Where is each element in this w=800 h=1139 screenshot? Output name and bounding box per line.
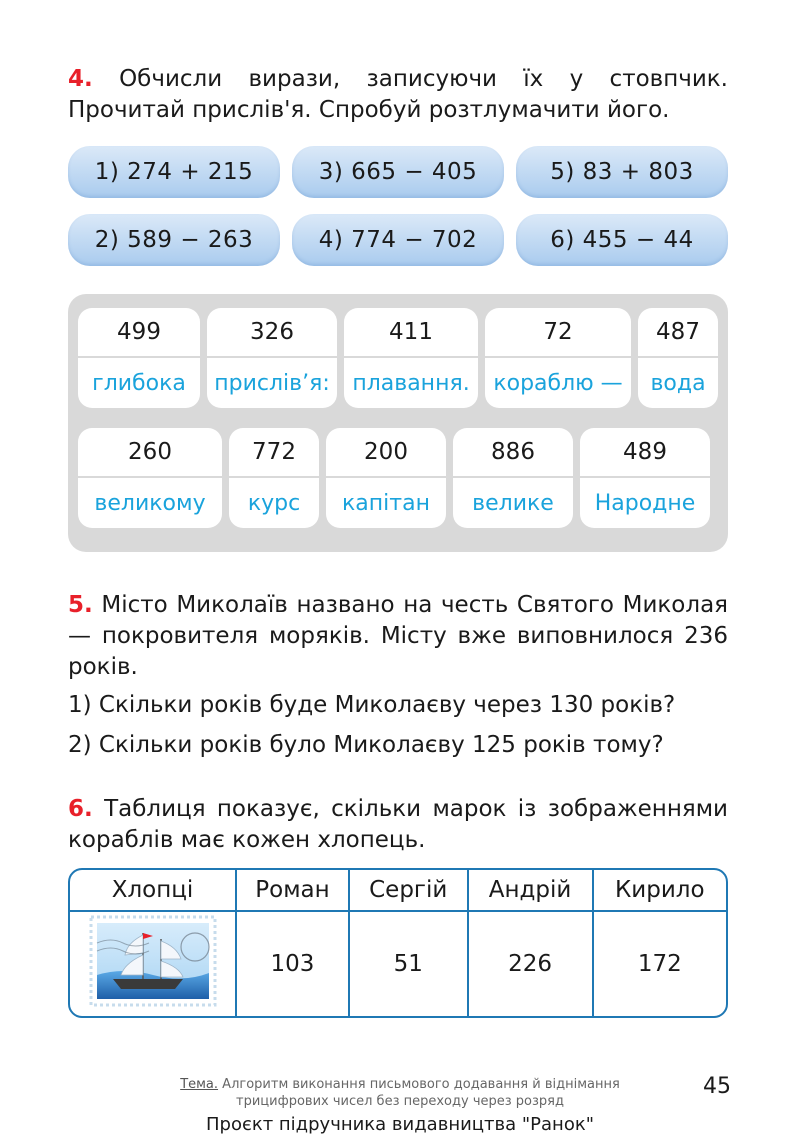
answer-value: 772 bbox=[229, 428, 319, 478]
answer-word: вода bbox=[650, 370, 706, 396]
value-cell: 51 bbox=[350, 912, 469, 1016]
answer-value: 886 bbox=[453, 428, 573, 478]
expression-pill: 6) 455 − 44 bbox=[516, 214, 728, 266]
answer-word: великому bbox=[94, 490, 206, 516]
answer-word: глибока bbox=[92, 370, 186, 396]
task-4-text bbox=[68, 64, 728, 126]
answer-cards-panel bbox=[68, 294, 728, 552]
header-cell: Сергій bbox=[350, 870, 469, 912]
task-text: Місто Миколаїв названо на честь Святого Миколая — покровителя моряків. Місту вже виповнилося 236 років. bbox=[68, 592, 728, 680]
answer-card bbox=[229, 428, 319, 528]
answer-value: 260 bbox=[78, 428, 222, 478]
expression-pill: 3) 665 − 405 bbox=[292, 146, 504, 198]
task-number: 5. bbox=[68, 592, 93, 618]
answer-card bbox=[580, 428, 710, 528]
task-number: 6. bbox=[68, 796, 93, 822]
answer-row-2 bbox=[78, 428, 710, 528]
answer-word: велике bbox=[472, 490, 554, 516]
answer-card bbox=[485, 308, 631, 408]
task-5-text bbox=[68, 590, 728, 683]
answer-row-1 bbox=[78, 308, 718, 408]
answer-card bbox=[326, 428, 446, 528]
answer-card bbox=[344, 308, 478, 408]
expression-pill: 5) 83 + 803 bbox=[516, 146, 728, 198]
answer-value: 200 bbox=[326, 428, 446, 478]
header-cell: Андрій bbox=[469, 870, 594, 912]
answer-card bbox=[78, 428, 222, 528]
value-cell: 226 bbox=[469, 912, 594, 1016]
topic-label: Тема. bbox=[180, 1077, 219, 1092]
header-cell: Хлопці bbox=[70, 870, 237, 912]
answer-value: 326 bbox=[207, 308, 337, 358]
answer-word: прислів’я: bbox=[214, 370, 330, 396]
task-5-question-1: 1) Скільки років буде Миколаєву через 130 років? bbox=[68, 692, 676, 718]
answer-value: 489 bbox=[580, 428, 710, 478]
answer-word: курс bbox=[247, 490, 301, 516]
answer-value: 411 bbox=[344, 308, 478, 358]
table-row bbox=[70, 912, 726, 1016]
answer-card bbox=[638, 308, 718, 408]
expression-pill: 4) 774 − 702 bbox=[292, 214, 504, 266]
expression-pill: 2) 589 − 263 bbox=[68, 214, 280, 266]
answer-word: Народне bbox=[594, 490, 696, 516]
stamps-table bbox=[68, 868, 728, 1018]
expressions-row-1 bbox=[68, 146, 728, 198]
answer-word: плавання. bbox=[352, 370, 470, 396]
header-cell: Кирило bbox=[594, 870, 726, 912]
header-cell: Роман bbox=[237, 870, 350, 912]
answer-card bbox=[453, 428, 573, 528]
ship-stamp-icon bbox=[83, 913, 223, 1009]
answer-word: кораблю — bbox=[493, 370, 623, 396]
stamp-cell bbox=[70, 912, 237, 1016]
task-5-question-2: 2) Скільки років було Миколаєву 125 років тому? bbox=[68, 732, 664, 758]
page-number: 45 bbox=[703, 1074, 731, 1099]
table-header-row bbox=[70, 870, 726, 912]
topic-text: Алгоритм виконання письмового додавання й віднімання трицифрових чисел без переходу через розряд bbox=[218, 1077, 620, 1109]
expression-pill: 1) 274 + 215 bbox=[68, 146, 280, 198]
answer-value: 72 bbox=[485, 308, 631, 358]
expressions-row-2 bbox=[68, 214, 728, 266]
task-text: Таблиця показує, скільки марок із зображеннями кораблів має кожен хлопець. bbox=[68, 796, 728, 853]
answer-value: 487 bbox=[638, 308, 718, 358]
answer-word: капітан bbox=[342, 490, 430, 516]
answer-value: 499 bbox=[78, 308, 200, 358]
answer-card bbox=[207, 308, 337, 408]
task-number: 4. bbox=[68, 66, 93, 92]
publisher-note: Проєкт підручника видавництва "Ранок" bbox=[205, 1114, 594, 1135]
value-cell: 103 bbox=[237, 912, 350, 1016]
value-cell: 172 bbox=[637, 951, 682, 977]
answer-card bbox=[78, 308, 200, 408]
task-text: Обчисли вирази, записуючи їх у стовпчик. Прочитай прислів'я. Спробуй розтлумачити його. bbox=[68, 66, 728, 123]
task-6-text bbox=[68, 794, 728, 856]
topic-footnote bbox=[140, 1076, 660, 1110]
